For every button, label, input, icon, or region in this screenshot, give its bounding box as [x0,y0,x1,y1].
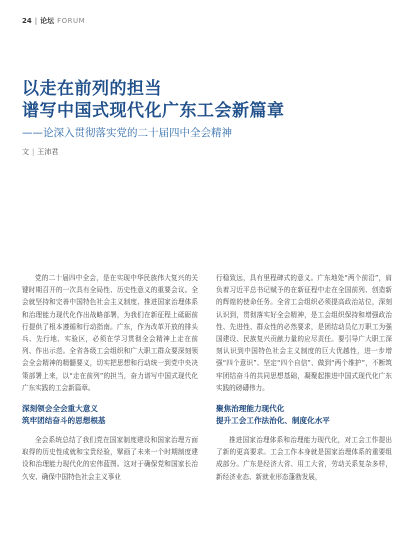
article-subtitle: ——论深入贯彻落实党的二十届四中全会精神 [22,127,232,139]
article-title-line2: 谱写中国式现代化广东工会新篇章 [22,101,285,121]
paragraph: 全会系统总结了我们党在国家制度建设和国家治理方面取得的历史性成就和宝贵经验，擘画了未来一个时期制度建设和治理能力现代化的宏伟蓝图。这对于确保党和国家长治久安、确保中国特色社会主义事业 [22,436,198,481]
paragraph: 党的二十届四中全会，是在实现中华民族伟大复兴的关键时期召开的一次具有全局性、历史性意义的重要会议。全会就坚持和完善中国特色社会主义制度、推进国家治理体系和治理能力现代化作出战略部署，为我们在新征程上砥砺前行提供了根本遵循和行动指南。广东，作为改革开放的排头兵、先行地、实验区，必须在学习贯彻全会精神上走在前列、作出示范。全省各级工会组织和广大职工群众要深刻领会全会精神的精髓要义，切实把思想和行动统一到党中央决策部署上来，以“走在前列”的担当，奋力谱写中国式现代化广东实践的工会新篇章。 [22,274,198,392]
section-name: 论坛 [40,17,55,25]
section-name-en: FORUM [57,17,86,25]
section-heading-line: 聚焦治理能力现代化 [216,404,285,414]
header-divider: | [34,17,38,25]
section-heading-line: 筑牢团结奋斗的思想根基 [22,415,106,425]
section-heading [22,403,198,426]
section-heading-line: 提升工会工作法治化、制度化水平 [216,415,330,425]
byline [22,147,58,157]
running-header [22,16,85,26]
page-number: 24 [22,17,32,25]
paragraph: 行稳致远，具有里程碑式的意义。广东地处“两个前沿”，肩负着习近平总书记赋予的在新征程中走在全国前列、创造新的辉煌的使命任务。全省工会组织必须提高政治站位，深刻认识到，贯彻落实好全会精神，是工会组织保持和增强政治性、先进性、群众性的必然要求，是团结动员亿万职工为强国建设、民族复兴贡献力量的应尽责任。要引导广大职工深刻认识到中国特色社会主义制度的巨大优越性，进一步增强“四个意识”、坚定“四个自信”、做到“两个维护”，不断筑牢团结奋斗的共同思想基础，凝聚起推进中国式现代化广东实践的磅礴伟力。 [216,274,392,392]
article-title-line1: 以走在前列的担当 [22,79,162,99]
byline-author: 王沛君 [37,148,59,156]
byline-divider: | [32,148,35,156]
right-column [216,272,392,483]
section-heading [216,403,392,426]
byline-prefix: 文 [22,148,29,156]
section-heading-line: 深刻领会全会重大意义 [22,404,98,414]
left-column [22,272,198,483]
paragraph: 推进国家治理体系和治理能力现代化，对工会工作提出了新的更高要求。工会工作本身就是国家治理体系的重要组成部分。广东是经济大省、用工大省，劳动关系复杂多样，新经济业态、新就业形态蓬勃发展， [216,436,392,481]
